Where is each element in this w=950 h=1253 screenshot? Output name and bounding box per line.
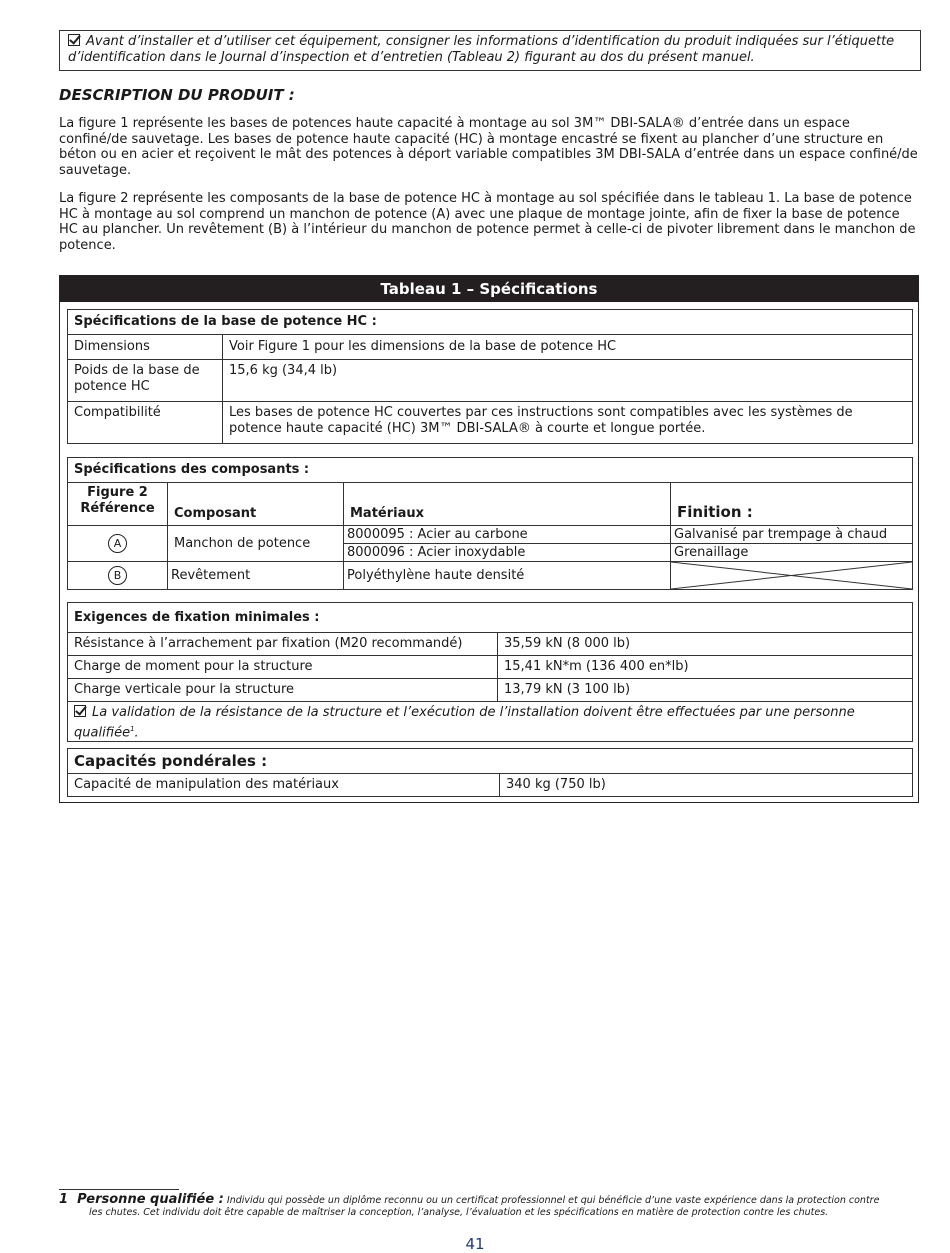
spec-value: Les bases de potence HC couvertes par ces instructions sont compatibles avec les systèmes de potence haute capacité (HC) 3M™ DBI-SALA® à courte et longue portée. xyxy=(223,402,913,444)
cross-out-icon xyxy=(671,562,912,589)
description-paragraph-1: La figure 1 représente les bases de potences haute capacité à montage au sol 3M™ DBI-SALA® d’entrée dans un espace confiné/de sauvetage. Les bases de potence haute capacité (HC) à montage encastré se fixent au plancher d’une structure en béton ou en acier et reçoivent le mât des potences à déport variable compatibles 3M DBI-SALA d’entrée dans un espace confiné/de sauvetage. xyxy=(59,116,918,178)
description-paragraph-2: La figure 2 représente les composants de la base de potence HC à montage au sol spécifiée dans le tableau 1. La base de potence HC à montage au sol comprend un manchon de potence (A) avec une plaque de montage jointe, afin de fixer la base de potence HC au plancher. Un revêtement (B) à l’intérieur du manchon de potence permet à celle-ci de pivoter librement dans le manchon de potence. xyxy=(59,191,916,253)
identification-notice xyxy=(59,30,921,71)
table-row xyxy=(68,702,913,742)
reference-badge-b: B xyxy=(108,566,127,585)
table-row xyxy=(68,360,913,402)
footnote-term: Personne qualifiée : xyxy=(77,1192,224,1207)
footnote-text-line1: Individu qui possède un diplôme reconnu ou un certificat professionnel et qui bénéficie d’une vaste expérience dans la protection contre xyxy=(226,1195,880,1206)
component-specs-table xyxy=(67,457,913,590)
footnote xyxy=(59,1194,919,1219)
qualified-person-note: La validation de la résistance de la structure et l’exécution de l’installation doivent être effectuées par une personne qualifiée$^1$. xyxy=(68,702,913,742)
specifications-table xyxy=(59,275,919,803)
reference-badge-a: A xyxy=(108,534,127,553)
spec-value: 15,6 kg (34,4 lb) xyxy=(223,360,913,402)
footnote-number: 1 xyxy=(59,1192,69,1207)
capacity-value: 340 kg (750 lb) xyxy=(500,774,913,797)
capacity-label: Capacité de manipulation des matériaux xyxy=(68,774,500,797)
spec-value: Voir Figure 1 pour les dimensions de la base de potence HC xyxy=(223,335,913,360)
table-row xyxy=(68,402,913,444)
hc-base-specs-table xyxy=(67,309,913,444)
component-name: Manchon de potence xyxy=(168,526,344,562)
hc-specs-heading: Spécifications de la base de potence HC : xyxy=(68,310,913,335)
fixation-value: 35,59 kN (8 000 lb) xyxy=(498,633,913,656)
material-value: 8000096 : Acier inoxydable xyxy=(344,544,671,562)
weight-capacity-table xyxy=(67,748,913,797)
components-heading: Spécifications des composants : xyxy=(68,458,913,483)
fixation-label: Charge verticale pour la structure xyxy=(68,679,498,702)
material-value: 8000095 : Acier au carbone xyxy=(344,526,671,544)
table-row xyxy=(68,526,913,544)
table-row xyxy=(68,679,913,702)
fixation-value: 15,41 kN*m (136 400 en*lb) xyxy=(498,656,913,679)
table-row xyxy=(68,774,913,797)
material-value: Polyéthylène haute densité xyxy=(344,562,671,590)
table-row xyxy=(68,633,913,656)
spec-label: Compatibilité xyxy=(68,402,223,444)
col-header-materials: Matériaux xyxy=(344,483,671,526)
table-row xyxy=(68,656,913,679)
fixation-label: Charge de moment pour la structure xyxy=(68,656,498,679)
fixation-requirements-table xyxy=(67,602,913,742)
spec-label: Dimensions xyxy=(68,335,223,360)
page-number: 41 xyxy=(465,1235,485,1253)
capacity-heading: Capacités pondérales : xyxy=(68,749,913,774)
col-header-ref: Figure 2 Référence xyxy=(68,483,168,526)
table-row xyxy=(68,562,913,590)
fixation-label: Résistance à l’arrachement par fixation (M20 recommandé) xyxy=(68,633,498,656)
component-name: Revêtement xyxy=(168,562,344,590)
spec-label: Poids de la base de potence HC xyxy=(68,360,223,402)
checkbox-icon xyxy=(68,34,80,46)
specifications-table-title: Tableau 1 – Spécifications xyxy=(60,276,918,302)
finish-value: Galvanisé par trempage à chaud xyxy=(671,526,913,544)
finish-not-applicable xyxy=(671,562,913,590)
table-row xyxy=(68,335,913,360)
notice-text: Avant d’installer et d’utiliser cet équipement, consigner les informations d’identification du produit indiquées sur l’étiquette d’identification dans le Journal d’inspection et d’entretien (Tableau 2) figurant au dos du présent manuel. xyxy=(68,34,895,65)
checkbox-icon xyxy=(74,705,86,717)
finish-value: Grenaillage xyxy=(671,544,913,562)
product-description-heading: DESCRIPTION DU PRODUIT : xyxy=(59,86,295,104)
footnote-divider xyxy=(59,1189,179,1190)
col-header-component: Composant xyxy=(168,483,344,526)
fixation-value: 13,79 kN (3 100 lb) xyxy=(498,679,913,702)
fixation-heading: Exigences de fixation minimales : xyxy=(68,603,913,633)
col-header-finish: Finition : xyxy=(671,483,913,526)
footnote-text-line2: les chutes. Cet individu doit être capable de maîtriser la conception, l’analyse, l’évaluation et les spécifications en matière de protection contre les chutes. xyxy=(89,1207,829,1218)
